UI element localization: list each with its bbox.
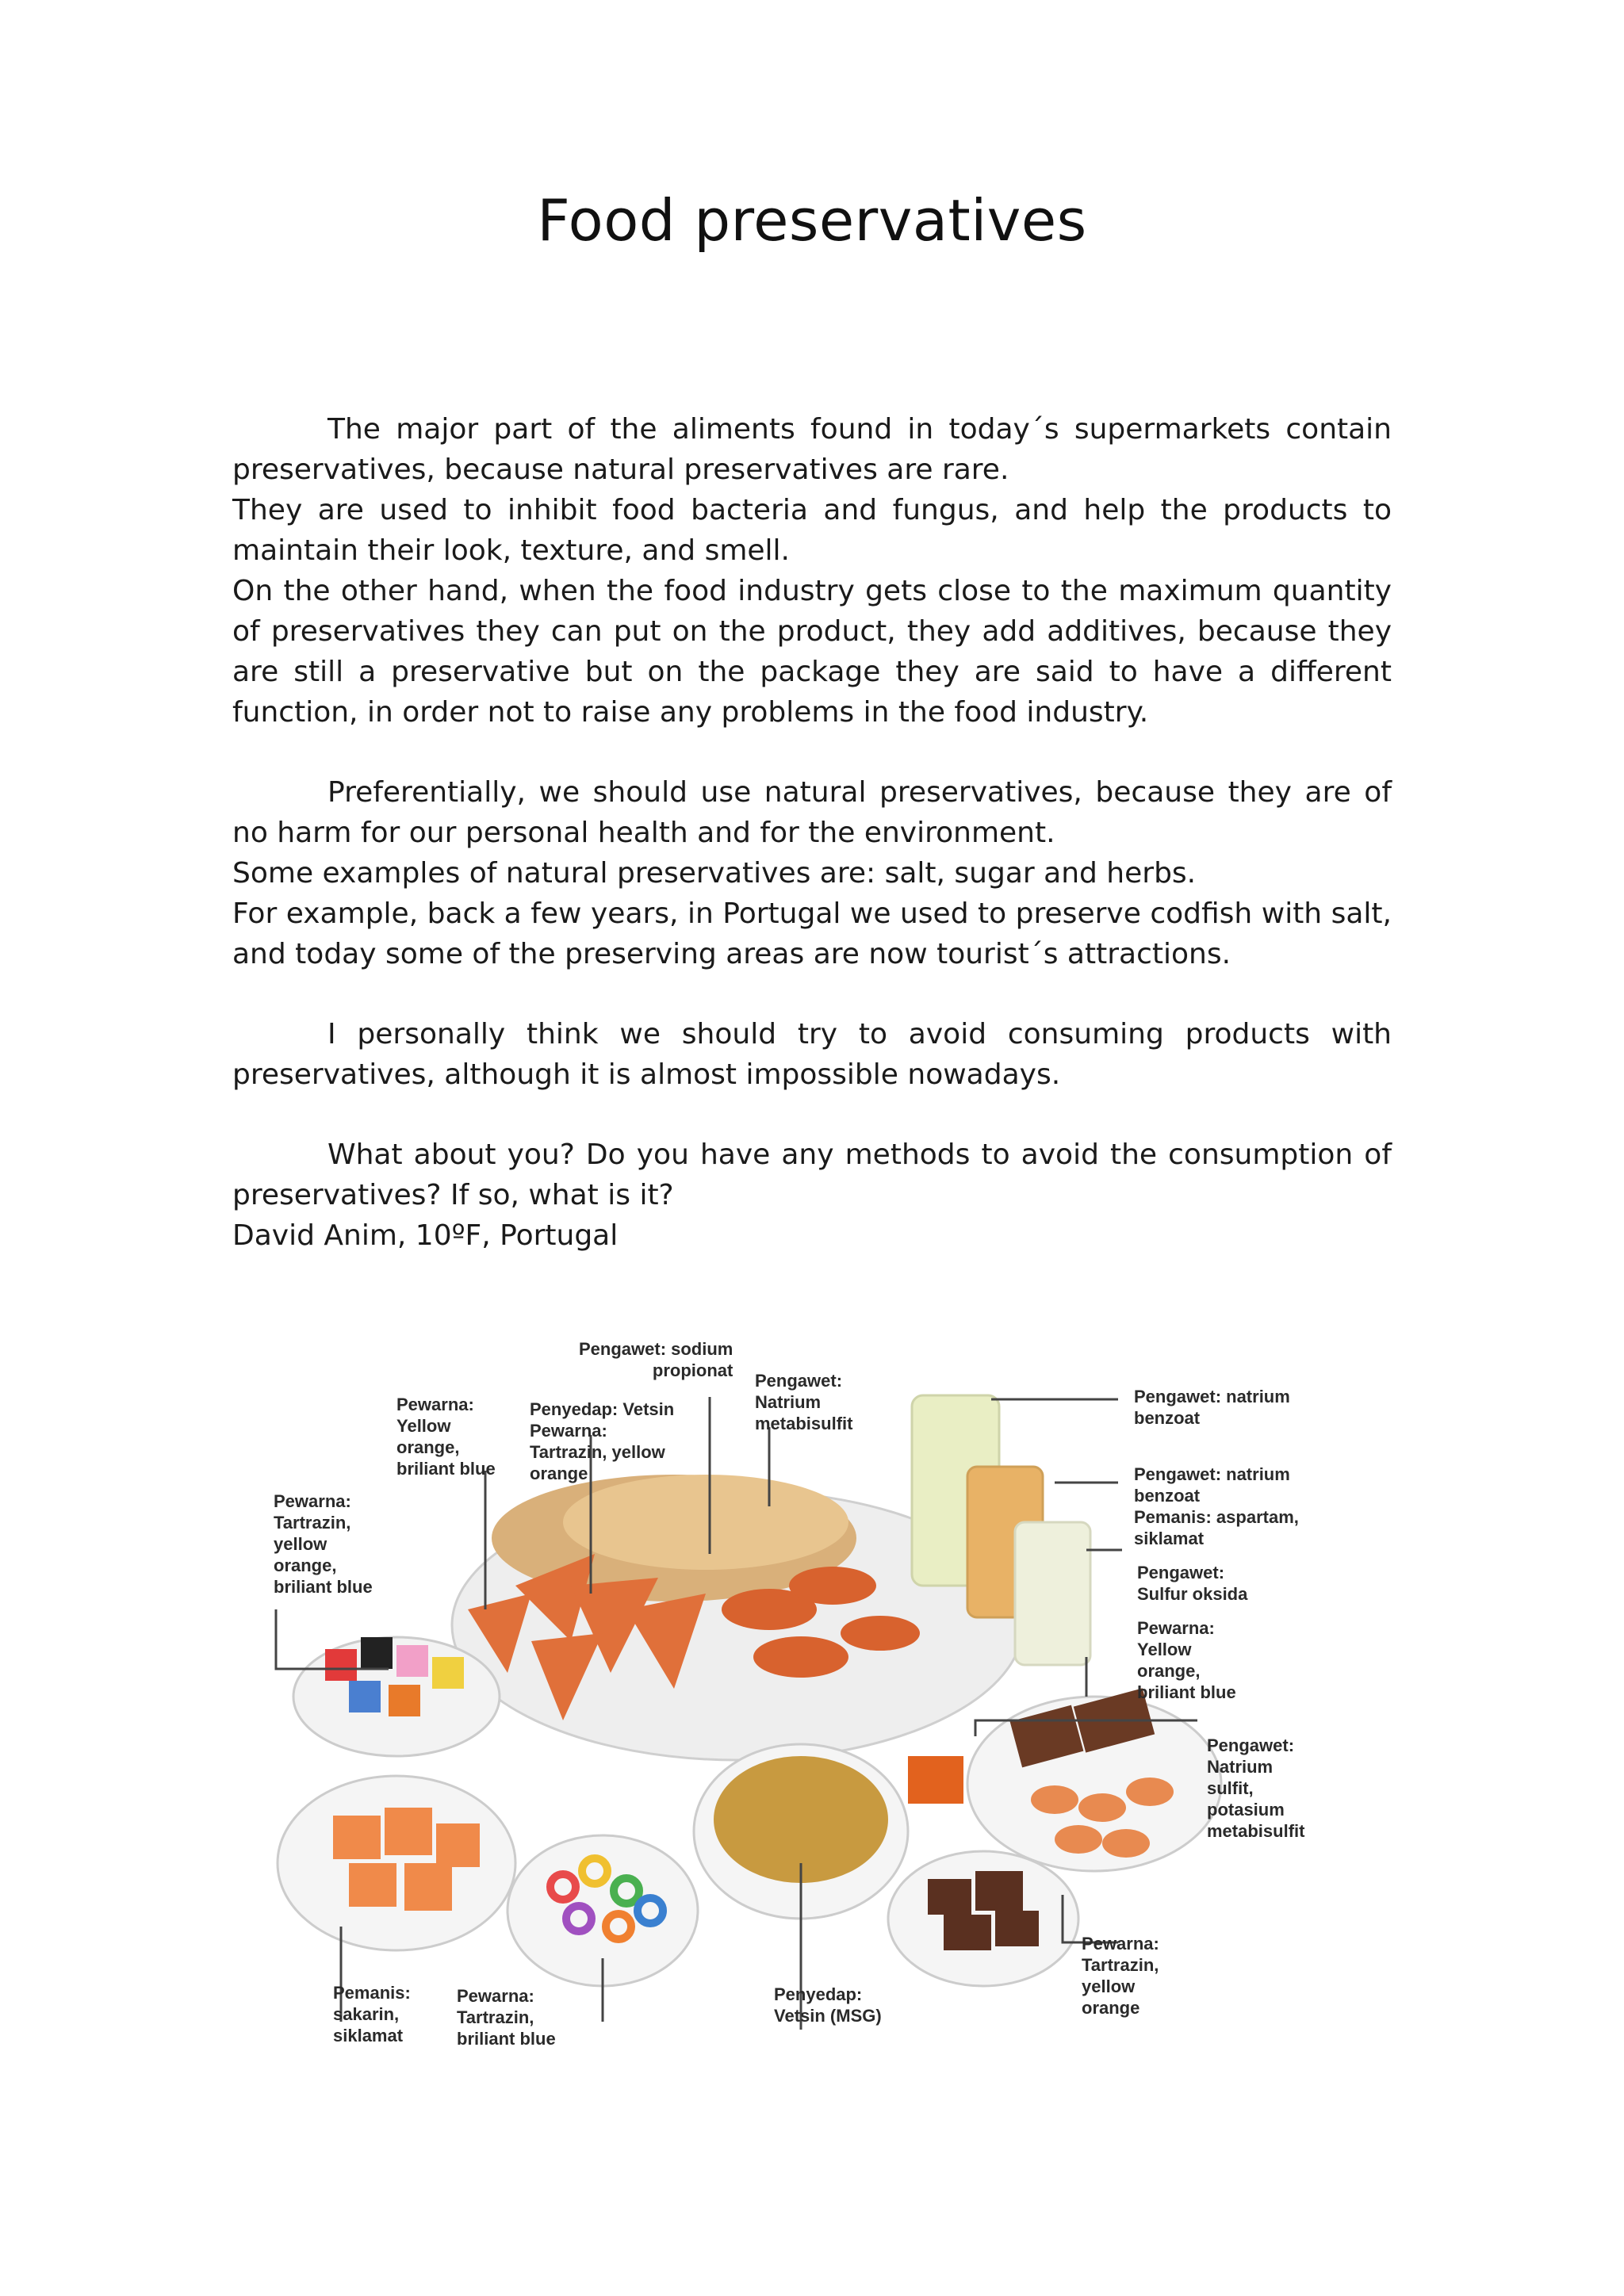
label-pengawet-sulfur-oksida: Pengawet: Sulfur oksida xyxy=(1137,1563,1248,1604)
author-signature: David Anim, 10ºF, Portugal xyxy=(232,1219,619,1252)
label-pengawet-natrium-metabisulfit: Pengawet: Natrium metabisulfit xyxy=(755,1371,853,1433)
label-penyedap-vetsin: Penyedap: Vetsin Pewarna: Tartrazin, yellow orange xyxy=(530,1399,675,1483)
paragraph-3: On the other hand, when the food industry gets close to the maximum quantity of preservatives they can put on the product, they add additives, because they are still a preservative but on the package they are said to have a different function, in order not to raise any problems in the food industry. xyxy=(232,575,1392,729)
paragraph-1: The major part of the aliments found in today´s supermarkets contain preservatives, because natural preservatives are rare. xyxy=(232,413,1392,486)
label-pewarna-tartrazin-bottom: Pewarna: Tartrazin, briliant blue xyxy=(457,1986,556,2049)
label-pewarna-bottom-right: Pewarna: Tartrazin, yellow orange xyxy=(1082,1934,1159,2018)
food-preservatives-photo xyxy=(230,1324,1324,2069)
label-pengawet-natrium-benzoat-1: Pengawet: natrium benzoat xyxy=(1134,1387,1290,1428)
article-body xyxy=(232,409,1392,1256)
paragraph-4: Preferentially, we should use natural preservatives, because they are of no harm for our personal health and for the environment. xyxy=(232,776,1392,849)
paragraph-7: I personally think we should try to avoid consuming products with preservatives, although it is almost impossible nowadays. xyxy=(232,1018,1392,1091)
paragraph-2: They are used to inhibit food bacteria and fungus, and help the products to maintain their look, texture, and smell. xyxy=(232,494,1392,567)
paragraph-5: Some examples of natural preservatives are: salt, sugar and herbs. xyxy=(232,857,1197,890)
label-pengawet-natrium-sulfit: Pengawet: Natrium sulfit, potasium metabisulfit xyxy=(1207,1735,1305,1841)
label-pengawet-natrium-benzoat-2: Pengawet: natrium benzoat Pemanis: aspartam, siklamat xyxy=(1134,1464,1299,1548)
label-pengawet-sodium: Pengawet: sodium propionat xyxy=(579,1339,733,1380)
label-pewarna-yellow-orange: Pewarna: Yellow orange, briliant blue xyxy=(396,1395,496,1479)
paragraph-8: What about you? Do you have any methods to avoid the consumption of preservatives? If so, what is it? xyxy=(232,1138,1392,1211)
label-pemanis-sakarin: Pemanis: sakarin, siklamat xyxy=(333,1983,411,2045)
label-penyedap-msg: Penyedap: Vetsin (MSG) xyxy=(774,1984,882,2026)
label-pewarna-tartrazin-left: Pewarna: Tartrazin, yellow orange, briliant blue xyxy=(274,1491,373,1597)
paragraph-6: For example, back a few years, in Portugal we used to preserve codfish with salt, and today some of the preserving areas are now tourist´s attractions. xyxy=(232,897,1392,970)
page-title: Food preservatives xyxy=(537,187,1087,254)
label-pewarna-right: Pewarna: Yellow orange, briliant blue xyxy=(1137,1618,1236,1702)
